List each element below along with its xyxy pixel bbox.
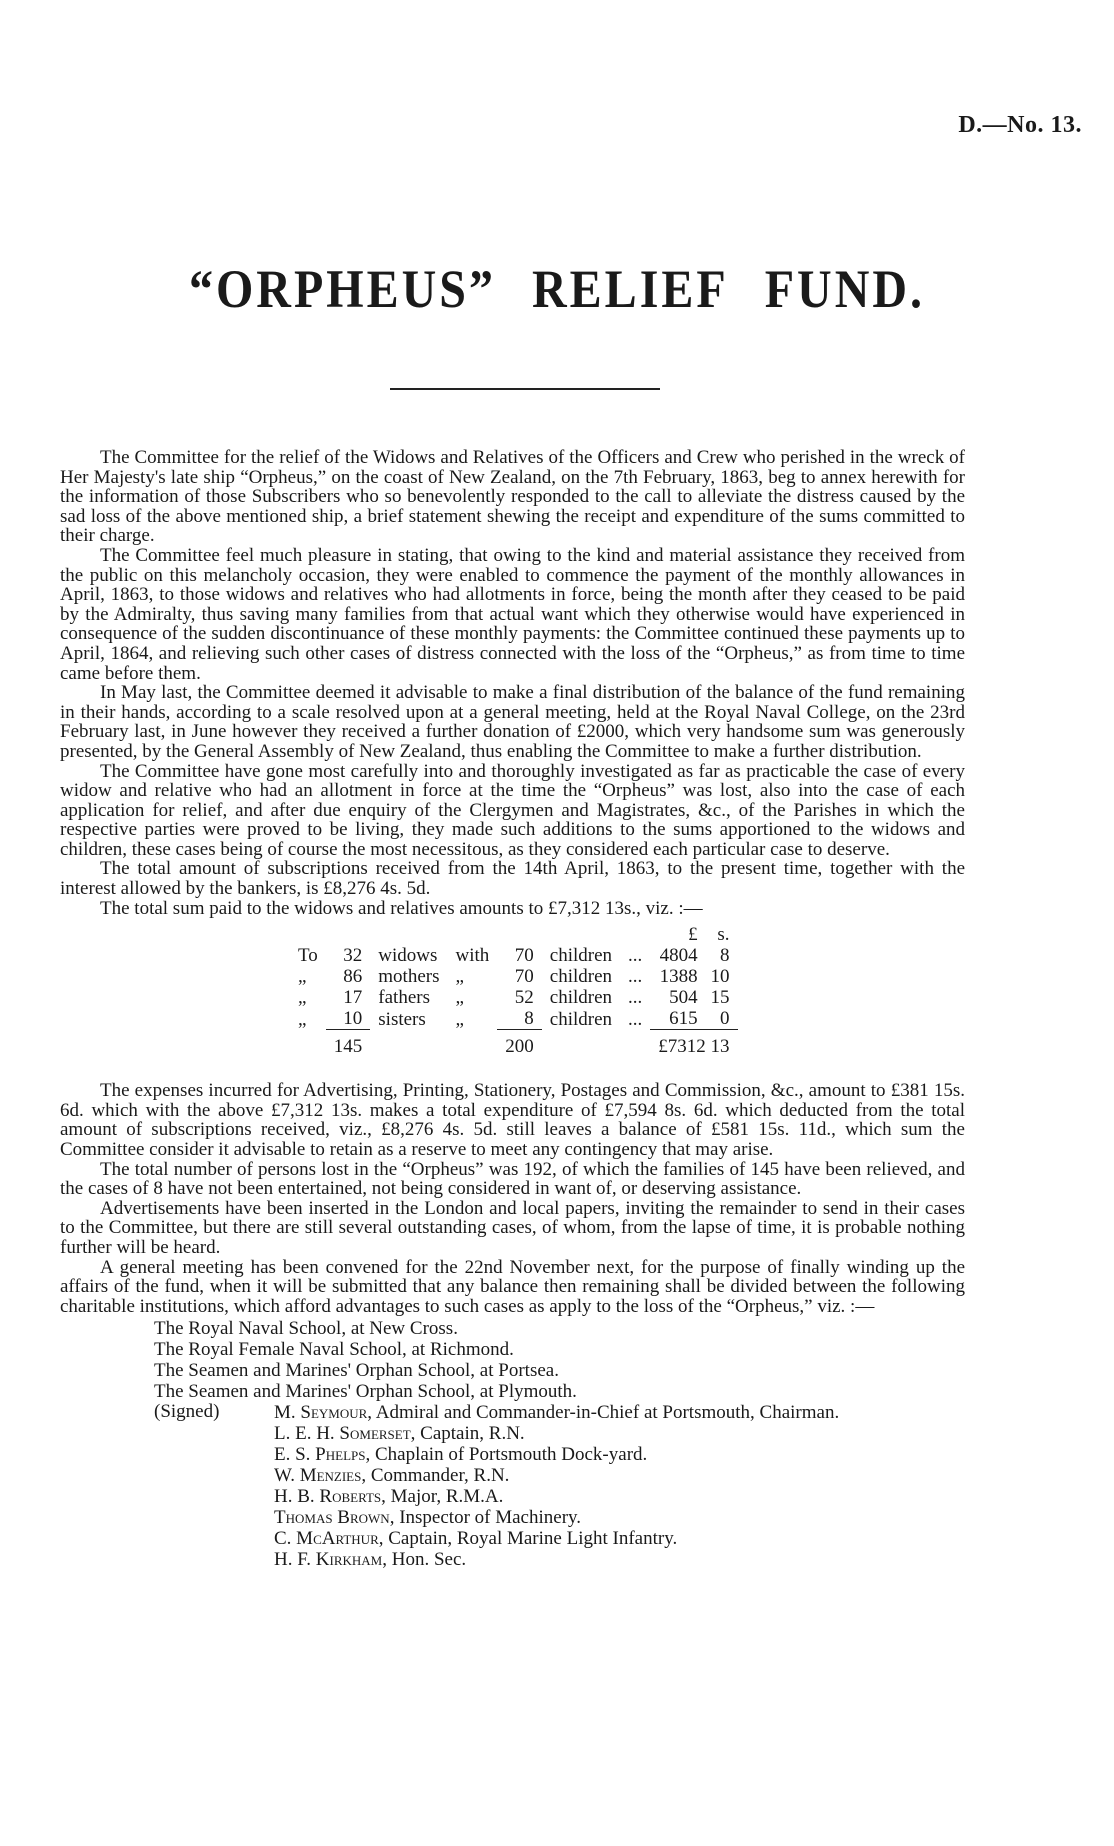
list-item: The Royal Naval School, at New Cross. bbox=[154, 1318, 458, 1340]
paragraph-advertisements: Advertisements have been inserted in the London and local papers, inviting the remainder to send in their cases to the Committee, but there are still several outstanding cases, of whom, from the lapse of time, it is probable nothing further will be heard. bbox=[60, 1197, 965, 1258]
list-item: The Royal Female Naval School, at Richmond. bbox=[154, 1339, 514, 1361]
table-row: „ 86 mothers „ 70 children ... 1388 10 bbox=[298, 966, 730, 988]
signatory: H. B. Roberts, Major, R.M.A. bbox=[274, 1486, 504, 1508]
signatory: H. F. Kirkham, Hon. Sec. bbox=[274, 1549, 467, 1571]
paragraph-distribution: In May last, the Committee deemed it advisable to make a final distribution of the balance of the fund remaining in their hands, according to a scale resolved upon at a general meeting, held at the Royal Naval College, on the 23rd February last, in June however they received a further donation of £2000, which very handsome sum was generously presented, by the General Assembly of New Zealand, thus enabling the Committee to make a further distribution. bbox=[60, 682, 965, 762]
relief-table bbox=[290, 924, 738, 1057]
paragraph-expenses: The expenses incurred for Advertising, Printing, Stationery, Postages and Commission, &c., amount to £381 15s. 6d. which with the above £7,312 13s. makes a total expenditure of £7,594 8s. 6d. which deducted from the total amount of subscriptions received, viz., £8,276 4s. 5d. still leaves a balance of £581 15s. 11d., which sum the Committee consider it advisable to retain as a reserve to meet any contingency that may arise. bbox=[60, 1080, 965, 1161]
title-word-fund: FUND. bbox=[764, 259, 926, 320]
signature-block bbox=[154, 1402, 965, 1570]
table-header-row bbox=[290, 924, 738, 945]
signatory-list bbox=[274, 1402, 839, 1570]
table-row: „ 17 fathers „ 52 children ... 504 15 bbox=[298, 987, 730, 1009]
pounds-header: £ bbox=[688, 924, 698, 946]
table-row: „ 10 sisters „ 8 children ... 615 0 bbox=[290, 1008, 738, 1030]
title-quote-close: ” bbox=[469, 259, 496, 320]
signatory: M. Seymour, Admiral and Commander-in-Chief at Portsmouth, Chairman. bbox=[274, 1402, 840, 1424]
title-word-relief: RELIEF bbox=[532, 259, 729, 320]
paragraph-intro: The Committee for the relief of the Widows and Relatives of the Officers and Crew who perished in the wreck of Her Majesty's late ship “Orpheus,” on the coast of New Zealand, on the 7th February, 1863, beg to annex herewith for the information of those Subscribers who so benevolently responded to the call to alleviate the distress caused by the sad loss of the above mentioned ship, a brief statement shewing the receipt and expenditure of the sums committed to their charge. bbox=[60, 447, 965, 547]
paragraph-investigation: The Committee have gone most carefully into and thoroughly investigated as far as practicable the case of every widow and relative who had an allotment in force at the time the “Orpheus” was lost, also into the case of each application for relief, and after due enquiry of the Clergymen and Magistrates, &c., of the Parishes in which the respective parties were proved to be living, they made such additions to the sums apportioned to the widows and children, these cases being of course the most necessitous, as they considered each particular case to deserve. bbox=[60, 760, 965, 860]
title-word-orpheus: ORPHEUS bbox=[215, 259, 469, 320]
signatory: Thomas Brown, Inspector of Machinery. bbox=[274, 1507, 582, 1529]
table-total-row bbox=[290, 1030, 738, 1058]
total-children: 200 bbox=[505, 1036, 534, 1058]
signatory: W. Menzies, Commander, R.N. bbox=[274, 1465, 510, 1487]
total-amount: £7312 13 bbox=[658, 1036, 730, 1058]
signatory: E. S. Phelps, Chaplain of Portsmouth Dock-yard. bbox=[274, 1444, 648, 1466]
paragraph-subscriptions: The total amount of subscriptions received from the 14th April, 1863, to the present time, together with the interest allowed by the bankers, is £8,276 4s. 5d. bbox=[60, 858, 965, 900]
institution-list bbox=[154, 1318, 965, 1402]
paragraph-assistance: The Committee feel much pleasure in stating, that owing to the kind and material assistance they received from the public on this melancholy occasion, they were enabled to commence the payment of the monthly allowances in April, 1863, to those widows and relatives who had allotments in force, being the month after they ceased to be paid by the Admiralty, thus saving many families from that actual want which they otherwise would have experienced in consequence of the sudden discontinuance of these monthly payments: the Committee continued these payments up to April, 1864, and relieving such other cases of distress connected with the loss of the “Orpheus,” as from time to time came before them. bbox=[60, 544, 965, 684]
signatory: L. E. H. Somerset, Captain, R.N. bbox=[274, 1423, 525, 1445]
document-reference: D.—No. 13. bbox=[958, 112, 1082, 138]
signed-label: (Signed) bbox=[154, 1401, 220, 1423]
title-quote-open: “ bbox=[188, 259, 216, 320]
total-people: 145 bbox=[333, 1036, 363, 1058]
document-body bbox=[60, 448, 965, 1570]
paragraph-general-meeting: A general meeting has been convened for the 22nd November next, for the purpose of finally winding up the affairs of the fund, when it will be submitted that any balance then remaining shall be divided between the following charitable institutions, which afford advantages to such cases as apply to the loss of the “Orpheus,” viz. :— bbox=[60, 1256, 965, 1317]
signatory: C. McArthur, Captain, Royal Marine Light Infantry. bbox=[274, 1528, 678, 1550]
page-title bbox=[0, 259, 1114, 321]
title-divider bbox=[390, 388, 660, 390]
paragraph-persons-lost: The total number of persons lost in the “Orpheus” was 192, of which the families of 145 have been relieved, and the cases of 8 have not been entertained, not being considered in want of, or deserving assistance. bbox=[60, 1158, 965, 1200]
paragraph-total-paid: The total sum paid to the widows and relatives amounts to £7,312 13s., viz. :— bbox=[100, 897, 703, 919]
table-row: To 32 widows with 70 children ... 4804 8 bbox=[298, 945, 730, 967]
list-item: The Seamen and Marines' Orphan School, at Portsea. bbox=[154, 1360, 559, 1382]
shillings-header: s. bbox=[717, 924, 730, 946]
list-item: The Seamen and Marines' Orphan School, at Plymouth. bbox=[154, 1381, 577, 1403]
